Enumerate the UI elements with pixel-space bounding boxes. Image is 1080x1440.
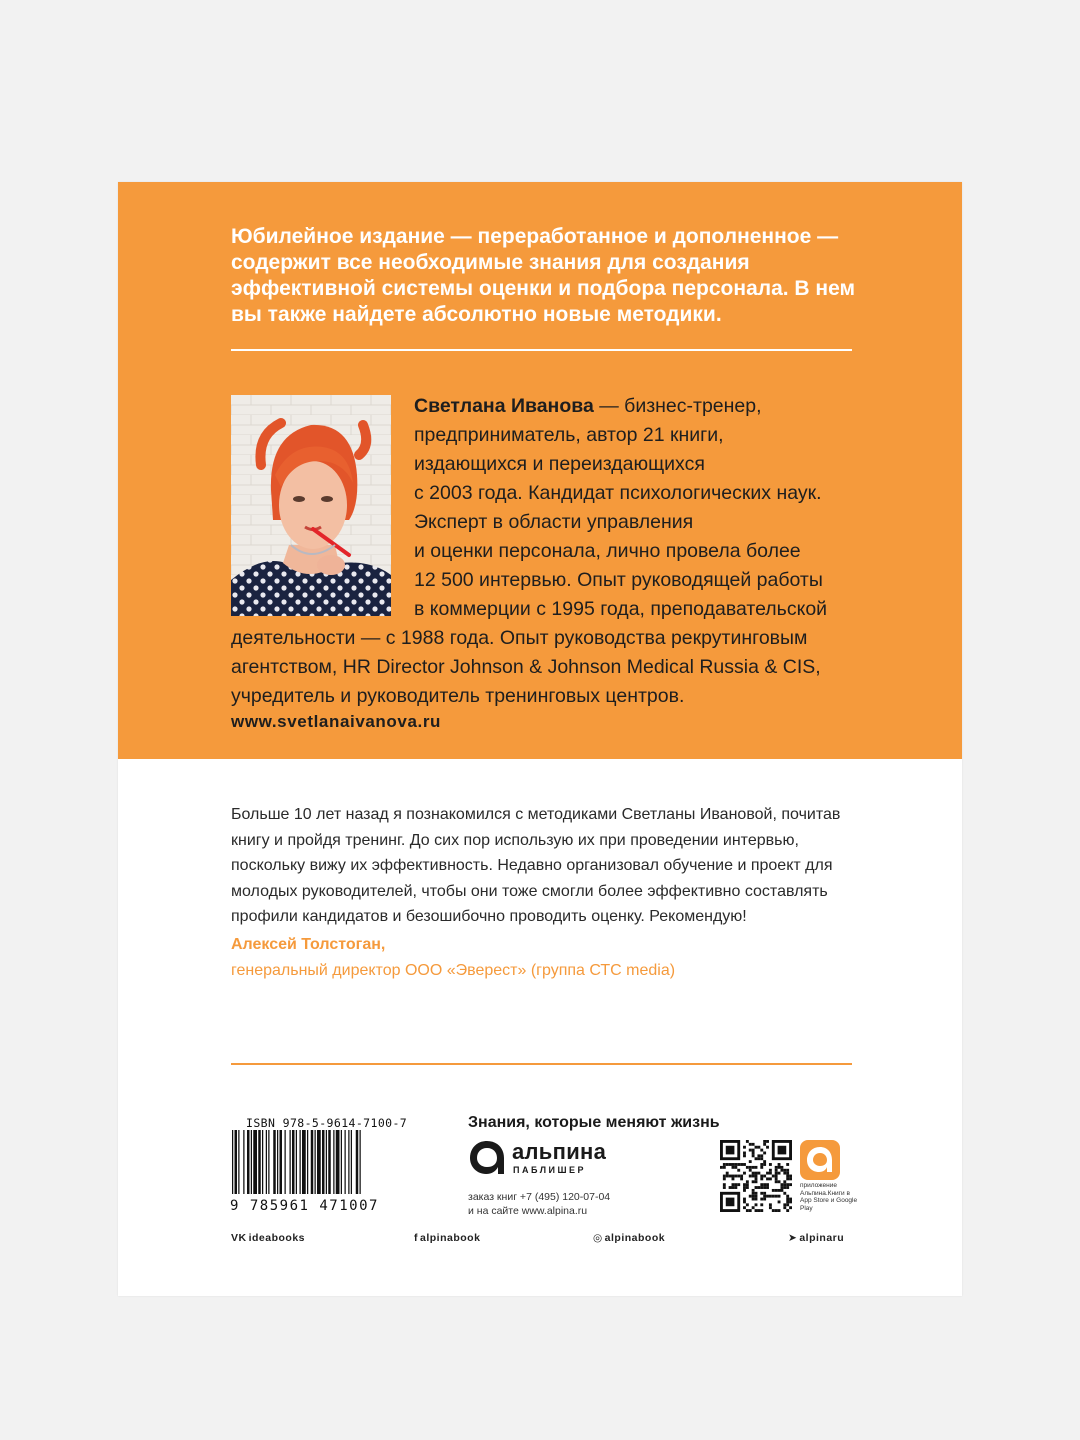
order-website: и на сайте www.alpina.ru: [468, 1205, 588, 1217]
vk-icon: VK: [231, 1232, 247, 1244]
author-name: Светлана Иванова: [414, 395, 594, 417]
publisher-subtitle: ПАБЛИШЕР: [513, 1165, 587, 1175]
app-store-note: приложение Альпина.Книги в App Store и Google Play: [800, 1182, 858, 1212]
facebook-handle: alpinabook: [420, 1232, 481, 1244]
alpina-logo-icon: [468, 1139, 506, 1177]
testimonial-author: Алексей Толстоган,: [231, 936, 386, 953]
app-icon: [800, 1140, 840, 1180]
alpina-app-logo-icon: [800, 1140, 840, 1180]
isbn-label: ISBN 978-5-9614-7100-7: [246, 1116, 408, 1130]
bio-line: с 2003 года. Кандидат психологических наук.: [414, 482, 822, 504]
facebook-icon: f: [414, 1232, 418, 1244]
telegram-handle: alpinaru: [799, 1232, 845, 1244]
book-back-cover: [118, 182, 962, 1296]
bio-line: учредитель и руководитель тренинговых центров.: [231, 685, 685, 707]
instagram-link[interactable]: [593, 1232, 665, 1244]
telegram-icon: ➤: [788, 1232, 798, 1244]
bio-line: Эксперт в области управления: [414, 511, 694, 533]
author-website[interactable]: www.svetlanaivanova.ru: [231, 712, 442, 731]
testimonial-quote: Больше 10 лет назад я познакомился с методиками Светланы Ивановой, почитав книгу и пройдя тренинг. До сих пор использую их при проведении интервью, поскольку вижу их эффективность. Недавно организовал обучение и проект для молодых руководителей, чтобы они тоже смогли более эффективно составлять профили кандидатов и безошибочно проводить оценку. Рекомендую!: [231, 806, 841, 926]
bio-line: издающихся и переиздающихся: [414, 453, 705, 475]
facebook-link[interactable]: [414, 1232, 480, 1244]
book-blurb: Юбилейное издание — переработанное и дополненное — содержит все необходимые знания для создания эффективной системы оценки и подбора персонала. В нем вы также найдете абсолютно новые методики.: [231, 225, 856, 326]
publisher-tagline: Знания, которые меняют жизнь: [468, 1114, 720, 1131]
bio-line: агентством, HR Director Johnson & Johnson Medical Russia & CIS,: [231, 656, 821, 678]
order-phone: заказ книг +7 (495) 120-07-04: [468, 1191, 611, 1203]
vk-link[interactable]: [231, 1232, 305, 1244]
author-portrait-illustration: [231, 395, 391, 616]
publisher-name: альпина: [512, 1139, 607, 1164]
qr-code-icon: [720, 1140, 792, 1212]
social-links: [231, 1232, 852, 1248]
barcode-icon: [230, 1130, 406, 1198]
bio-line: 12 500 интервью. Опыт руководящей работы: [414, 569, 823, 591]
instagram-icon: ◎: [593, 1232, 603, 1244]
author-photo: [231, 395, 391, 616]
bio-line-1: [414, 394, 762, 418]
testimonial-role: генеральный директор ООО «Эверест» (группа СТС media): [231, 962, 676, 979]
instagram-handle: alpinabook: [604, 1232, 666, 1244]
orange-panel: [118, 182, 962, 759]
bio-line-1-rest: — бизнес-тренер,: [593, 395, 762, 417]
orange-divider: [231, 1063, 852, 1065]
bio-line: предприниматель, автор 21 книги,: [414, 424, 724, 446]
telegram-link[interactable]: [788, 1232, 844, 1244]
bio-line: в коммерции с 1995 года, преподавательской: [414, 598, 828, 620]
bio-line: деятельности — с 1988 года. Опыт руководства рекрутинговым: [231, 627, 808, 649]
bio-line: и оценки персонала, лично провела более: [414, 540, 801, 562]
barcode-digits: 9 785961 471007: [230, 1198, 379, 1214]
vk-handle: ideabooks: [248, 1232, 306, 1244]
white-divider: [231, 349, 852, 351]
